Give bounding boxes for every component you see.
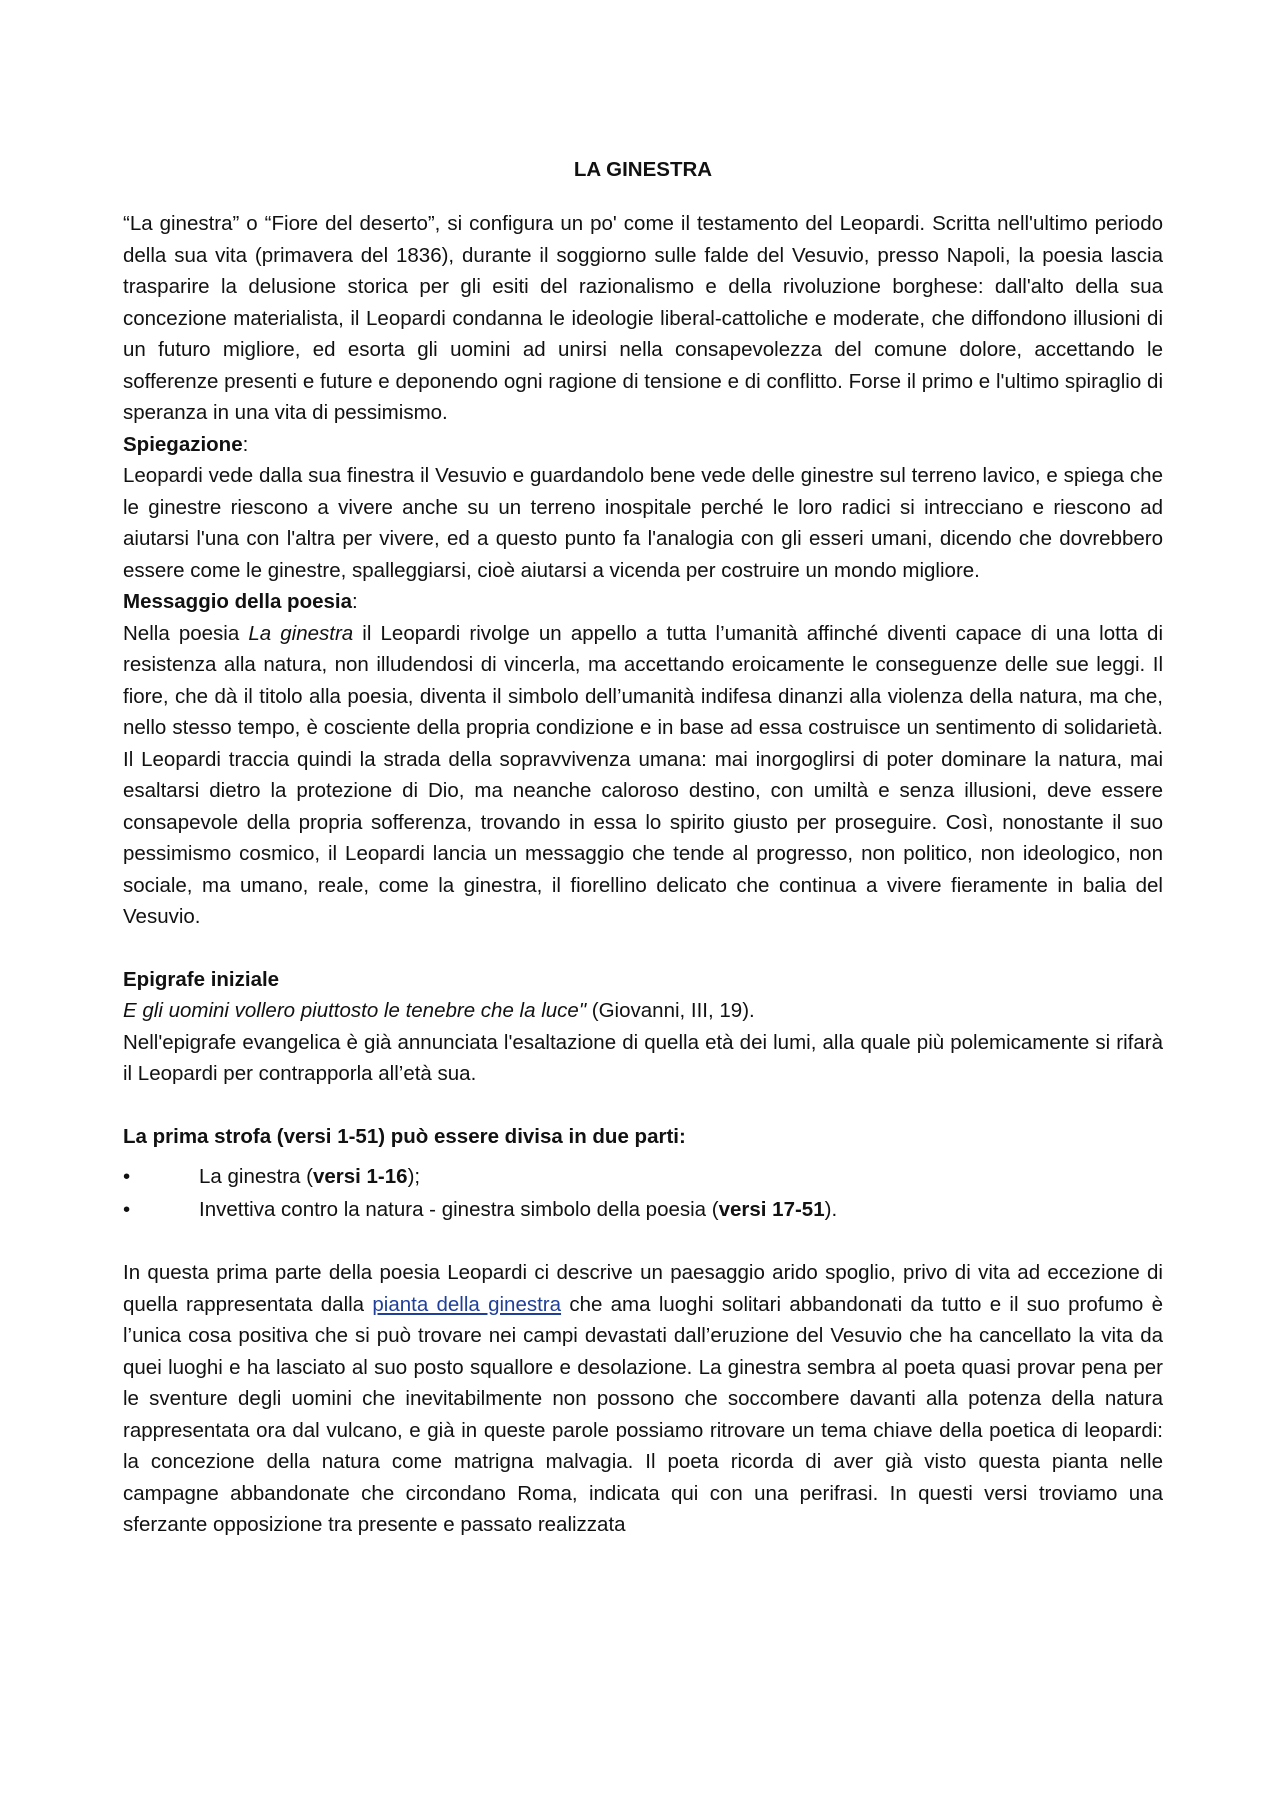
spiegazione-paragraph: Leopardi vede dalla sua finestra il Vesuvio e guardandolo bene vede delle ginestre sul terreno lavico, e spiega che le ginestre riescono a vivere anche su un terreno inospitale perché le loro radici si intrecciano e riescono ad aiutarsi l'una con l'altra per vivere, ed a questo punto fa l'analogia con gli esseri umani, dicendo che dovrebbero essere come le ginestre, spalleggiarsi, cioè aiutarsi a vicenda per costruire un mondo migliore. <box>123 464 1163 582</box>
epigrafe-heading: Epigrafe iniziale <box>123 967 280 991</box>
pianta-ginestra-link[interactable]: pianta della ginestra <box>372 1292 562 1316</box>
spacer <box>123 1090 1163 1121</box>
messaggio-heading-text: Messaggio della poesia <box>123 590 352 613</box>
analisi-text-before: In questa prima parte della poesia Leopardi ci descrive un paesaggio arido spoglio, privo di vita ad eccezione di quella rappresentata dalla <box>123 1261 1163 1316</box>
spacer <box>123 1152 1163 1160</box>
messaggio-text-after: il Leopardi rivolge un appello a tutta l’umanità affinché diventi capace di una lotta di resistenza alla natura, non illudendosi di vincerla, ma accettando eroicamente le conseguenze delle sue leggi. Il fiore, che dà il titolo alla poesia, diventa il simbolo dell’umanità indifesa dinanzi alla violenza della natura, ma che, nello stesso tempo, è cosciente della propria condizione e in base ad essa costruisce un sentimento di solidarietà. Il Leopardi traccia quindi la strada della sopravvivenza umana: mai inorgoglirsi di poter dominare la natura, mai esaltarsi dietro la protezione di Dio, ma neanche caloroso destino, con umiltà e senza illusioni, deve essere consapevole della propria sofferenza, trovando in essa lo spirito giusto per proseguire. Così, nonostante il suo pessimismo cosmico, il Leopardi lancia un messaggio che tende al progresso, non politico, non ideologico, non sociale, ma umano, reale, come la ginestra, il fiorellino delicato che continua a vivere fieramente in balia del Vesuvio. <box>123 621 1163 928</box>
document-page <box>123 150 1163 1541</box>
list-item-before: La ginestra ( <box>199 1165 313 1188</box>
intro-paragraph: “La ginestra” o “Fiore del deserto”, si configura un po' come il testamento del Leopardi. Scritta nell'ultimo periodo della sua vita (primavera del 1836), durante il soggiorno sulle falde del Vesuvio, presso Napoli, la poesia lascia trasparire la delusione storica per gli esiti del razionalismo e della rivoluzione borghese: dall'alto della sua concezione materialista, il Leopardi condanna le ideologie liberal-cattoliche e moderate, che diffondono illusioni di un futuro migliore, ed esorta gli uomini ad unirsi nella consapevolezza del comune dolore, accettando le sofferenze presenti e future e deponendo ogni ragione di tensione e di conflitto. Forse il primo e l'ultimo spiraglio di speranza in una vita di pessimismo. <box>123 212 1163 424</box>
list-item <box>123 1193 1163 1226</box>
list-item-after: ). <box>824 1198 838 1221</box>
bullet-icon: • <box>123 1165 131 1188</box>
epigrafe-quote-ref: (Giovanni, III, 19). <box>586 999 755 1022</box>
epigrafe-quote-italic: E gli uomini vollero piuttosto le tenebre che la luce" <box>123 999 587 1022</box>
spiegazione-heading-text: Spiegazione <box>123 432 243 456</box>
epigrafe-quote <box>123 995 1163 1027</box>
messaggio-text-before: Nella poesia <box>123 621 249 645</box>
messaggio-paragraph <box>123 618 1163 933</box>
list-item-bold: versi 1-16 <box>312 1165 408 1188</box>
prima-strofa-heading: La prima strofa (versi 1-51) può essere divisa in due parti: <box>123 1124 686 1148</box>
list-item-bold: versi 17-51 <box>718 1198 825 1221</box>
list-item <box>123 1160 1163 1193</box>
list-item-after: ); <box>407 1165 421 1188</box>
document-title: LA GINESTRA <box>573 158 713 181</box>
messaggio-heading <box>123 586 1163 618</box>
spiegazione-heading-colon: : <box>242 432 249 456</box>
messaggio-title-italic: La ginestra <box>248 621 354 645</box>
spiegazione-heading <box>123 429 1163 461</box>
analisi-paragraph <box>123 1257 1163 1541</box>
epigrafe-paragraph: Nell'epigrafe evangelica è già annunciata l'esaltazione di quella età dei lumi, alla quale più polemicamente si rifarà il Leopardi per contrapporla all’età sua. <box>123 1030 1163 1085</box>
messaggio-heading-colon: : <box>352 590 358 613</box>
list-item-before: Invettiva contro la natura - ginestra simbolo della poesia ( <box>199 1198 719 1221</box>
bullet-icon: • <box>123 1198 131 1221</box>
prima-strofa-list <box>123 1160 1163 1226</box>
spacer <box>123 1226 1163 1257</box>
spacer <box>123 933 1163 964</box>
analisi-text-after: che ama luoghi solitari abbandonati da tutto e il suo profumo è l’unica cosa positiva che si può trovare nei campi devastati dall’eruzione del Vesuvio che ha cancellato la vita da quei luoghi e ha lasciato al suo posto squallore e desolazione. La ginestra sembra al poeta quasi provar pena per le sventure degli uomini che inevitabilmente non possono che soccombere davanti alla potenza della natura rappresentata ora dal vulcano, e già in queste parole possiamo ritrovare un tema chiave della poetica di leopardi: la concezione della natura come matrigna malvagia. Il poeta ricorda di aver già visto questa pianta nelle campagne abbandonate che circondano Roma, indicata qui con una perifrasi. In questi versi troviamo una sferzante opposizione tra presente e passato realizzata <box>123 1292 1163 1536</box>
